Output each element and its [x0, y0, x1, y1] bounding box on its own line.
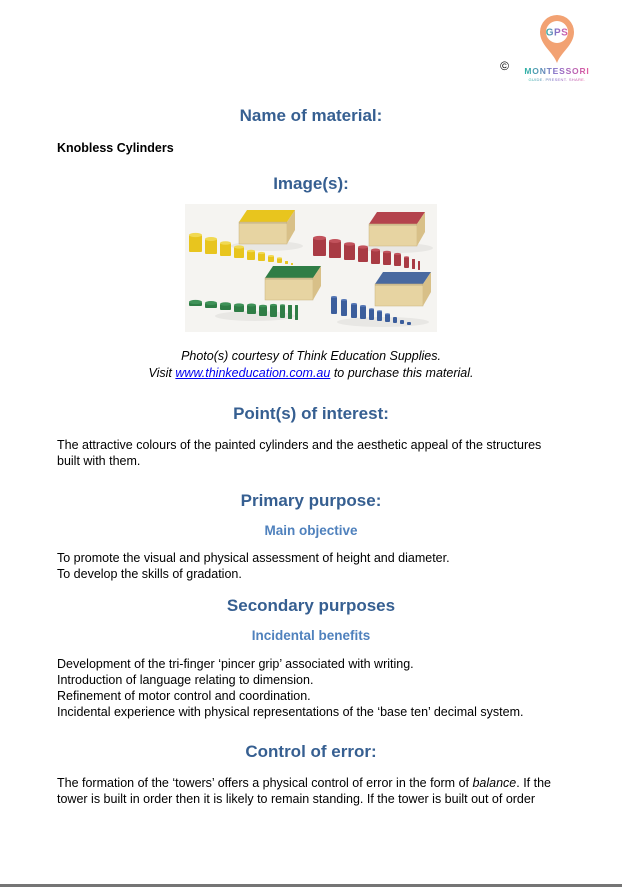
heading-name-of-material: Name of material: — [239, 106, 383, 125]
heading-control-of-error: Control of error: — [245, 742, 377, 761]
logo-acronym: GPS — [545, 27, 569, 39]
logo-name-text — [515, 65, 599, 76]
coe-text-after: . If the tower is built in order then it is likely to remain standing. If the tower is built out of order — [57, 776, 552, 806]
photo-caption — [57, 348, 565, 381]
points-of-interest-body: The attractive colours of the painted cylinders and the aesthetic appeal of the structures built with them. — [57, 438, 542, 468]
secondary-purpose-line: Introduction of language relating to dimension. — [57, 673, 314, 687]
logo-name: MONTESSORI — [524, 66, 590, 76]
knobless-cylinders-illustration — [185, 204, 437, 332]
subheading-incidental-benefits: Incidental benefits — [251, 628, 371, 643]
copyright-symbol: © — [500, 59, 509, 73]
caption-line2-suffix: to purchase this material. — [330, 365, 474, 380]
primary-purpose-line: To develop the skills of gradation. — [57, 567, 242, 581]
control-of-error-body — [57, 775, 565, 807]
coe-italic-word: balance — [472, 776, 517, 790]
caption-line2-prefix: Visit — [148, 365, 176, 380]
heading-points-of-interest: Point(s) of interest: — [233, 404, 389, 423]
secondary-purpose-line: Incidental experience with physical representations of the ‘base ten’ decimal system. — [57, 705, 524, 719]
heading-secondary-purposes: Secondary purposes — [226, 596, 396, 615]
logo-tagline-text — [515, 76, 599, 82]
think-education-link[interactable]: www.thinkeducation.com.au — [175, 365, 331, 380]
heading-primary-purpose: Primary purpose: — [240, 491, 382, 510]
gps-pin-icon — [534, 13, 580, 65]
secondary-purposes-body — [57, 656, 565, 720]
caption-line2 — [57, 365, 565, 382]
primary-purpose-line: To promote the visual and physical assessment of height and diameter. — [57, 551, 450, 565]
logo-tagline: GUIDE. PRESENT. SHARE. — [528, 77, 586, 82]
caption-line1: Photo(s) courtesy of Think Education Supplies. — [181, 349, 441, 363]
primary-purpose-body — [57, 550, 565, 582]
gps-montessori-logo — [514, 13, 600, 82]
coe-text-before: The formation of the ‘towers’ offers a physical control of error in the form of — [57, 776, 473, 790]
heading-images: Image(s): — [273, 174, 349, 193]
material-name: Knobless Cylinders — [57, 141, 174, 155]
knobless-cylinders-photo — [185, 204, 437, 337]
header — [0, 0, 622, 82]
subheading-main-objective: Main objective — [264, 523, 358, 538]
secondary-purpose-line: Development of the tri-finger ‘pincer grip’ associated with writing. — [57, 657, 414, 671]
secondary-purpose-line: Refinement of motor control and coordination. — [57, 689, 311, 703]
document-content — [0, 106, 622, 807]
